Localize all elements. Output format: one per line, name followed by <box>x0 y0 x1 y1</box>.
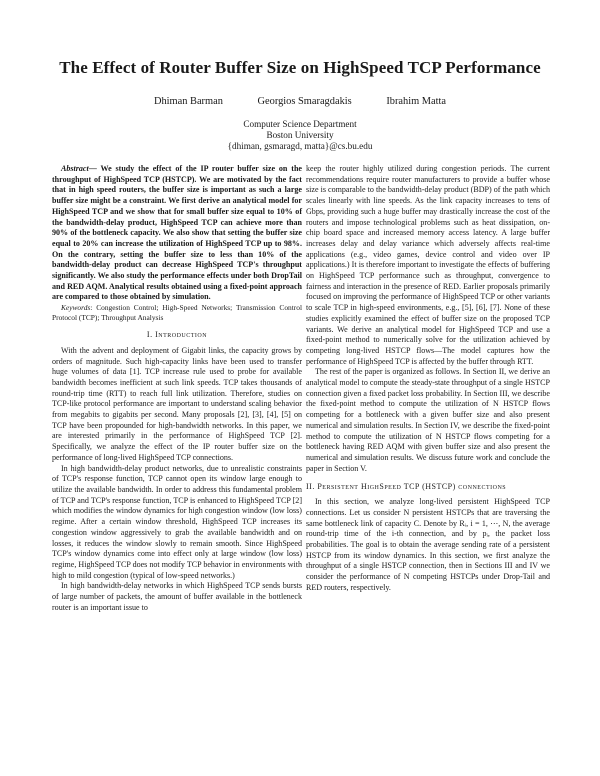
author-name: Ibrahim Matta <box>386 96 447 107</box>
author-list <box>0 96 600 107</box>
keywords <box>52 303 302 323</box>
abstract-text: — We study the effect of the IP router buffer size on the throughput of HighSpeed TCP (HSTCP). We are motivated by the fact that in high speed routers, the buffer size is important as such a large buffer size might be a constraint. We first derive an analytical model for HighSpeed TCP and we show that for small buffer size equal to 10% of the bandwidth-delay product, HighSpeed TCP can achieve more than 90% of the bottleneck capacity. We also show that setting the buffer size equal to 20% can increase the utilization of HighSpeed TCP up to 98%. On the contrary, setting the buffer size to less than 10% of the bandwidth-delay product can decrease HighSpeed TCP's throughput significantly. We also study the performance effects under both DropTail and RED AQM. Analytical results obtained using a fixed-point approach are compared to those obtained by simulation. <box>52 164 302 302</box>
right-column <box>306 164 550 593</box>
author-name: Georgios Smaragdakis <box>257 96 352 107</box>
left-column <box>52 164 302 613</box>
keywords-label: Keywords <box>61 303 91 313</box>
paragraph: keep the router highly utilized during congestion periods. The current recommendations require router manufacturers to provide a buffer whose size is comparable to the bandwidth-delay product (BDP) of the path which scales linearly with line speeds. As the link capacity increases to tens of Gbps, providing such a huge buffer may drastically increase the cost of the routers and impose technological problems such as heat dissipation, on-chip board space and increased memory access latency. A large buffer increases delay and delay variance which adversely affects real-time applications (e.g., video games, device control and video over IP applications.) It is therefore important to investigate the effects of buffering on HighSpeed TCP performance such as throughput, convergence to fairness and interaction in the presence of RED. Earlier proposals primarily focused on improving the performance of HighSpeed TCP or other variants to scale TCP in high-speed environments, e.g., [5], [6], [7]. None of these studies explicitly examined the effect of buffer size on the proposed TCP variants. We derive an analytical model for HighSpeed TCP and use a fixed-point method to numerically solve for the utilization achieved by competing long-lived HSTCP flows—The model captures how the performance of HighSpeed TCP is affected by the buffer through RTT. <box>306 164 550 366</box>
department: Computer Science Department <box>243 119 357 129</box>
section-heading: II. Persistent HighSpeed TCP (HSTCP) connections <box>306 482 507 492</box>
author-name: Dhiman Barman <box>153 96 223 107</box>
keywords-text: : Congestion Control; High-Speed Networks; Transmission Control Protocol (TCP); Throughput Analysis <box>52 303 302 323</box>
affiliation <box>0 119 600 152</box>
paper-title: The Effect of Router Buffer Size on HighSpeed TCP Performance <box>59 58 541 77</box>
paragraph: With the advent and deployment of Gigabit links, the capacity grows by orders of magnitude. Such high-capacity links have been used to transfer huge volumes of data [1]. TCP increase rule used to probe for available bandwidth becomes inefficient at such link speeds. TCP takes thousands of round-trip time (RTT) to reach full link utilization. Therefore, studies on TCP-like protocol performance are important to understand scaling behavior from megabits to gigabits per second. Many proposals [2], [3], [4], [5] on TCP have been propounded for high-bandwidth networks. In this paper, we are interested primarily in the performance of HighSpeed TCP [2]. Specifically, we analyze the effect of the IP router buffer size on the performance of long-lived HighSpeed TCP connections. <box>52 345 302 462</box>
paragraph: The rest of the paper is organized as follows. In Section II, we derive an analytical model to compute the steady-state throughput of a single HSTCP connection given a fixed packet loss probability. In Section III, we describe the fixed-point method to compute the utilization of N HSTCP flows competing for a bottleneck with a given buffer size and also present numerical and simulation results. In Section IV, we describe the fixed-point method to compute the utilization of N HSTCP flows competing for a bottleneck having RED AQM with given buffer size and also present the numerical and simulation results. We discuss future work and conclude the paper in Section V. <box>306 367 550 473</box>
paragraph: In high bandwidth-delay product networks, due to unrealistic constraints of TCP's response function, TCP cannot open its window large enough to utilize the available bandwidth. In order to address this fundamental problem of TCP and TCP's response function, TCP is enhanced to HighSpeed TCP [2] which modifies the window dynamics for high congestion window (low loss) regime. After a certain window threshold, HighSpeed TCP increases its congestion window aggressively to grab the available bandwidth and on losses, it reduces the window slowly to remain smooth. Since HighSpeed TCP's window dynamics come into effect only at large window (low loss) regime, HighSpeed TCP does not modify TCP behavior in environments with high to mild congestion (typical of low-speed networks.) <box>52 463 302 580</box>
paragraph: In this section, we analyze long-lived persistent HighSpeed TCP connections. Let us consider N persistent HSTCPs that are traversing the same bottleneck link of capacity C. Denote by Rᵢ, i = 1, ⋯, N, the average round-trip time of the i-th connection, and by pᵢ, the packet loss probabilities. The goal is to obtain the average sending rate of a persistent HSTCP from its window dynamics. In this section, we first analyze the throughput of a single HSTCP connection, then in Sections III and IV we consider the performance of N competing HSTCPs under Drop-Tail and RED routers, respectively. <box>306 497 550 592</box>
abstract-label: Abstract <box>61 164 89 173</box>
section-heading: I. Introduction <box>146 330 208 340</box>
university: Boston University <box>266 130 334 140</box>
emails: {dhiman, gsmaragd, matta}@cs.bu.edu <box>227 141 373 151</box>
abstract <box>52 164 302 303</box>
paragraph: In high bandwidth-delay networks in which HighSpeed TCP sends bursts of large number of packets, the amount of buffer available in the bottleneck router is an important issue to <box>52 581 302 612</box>
